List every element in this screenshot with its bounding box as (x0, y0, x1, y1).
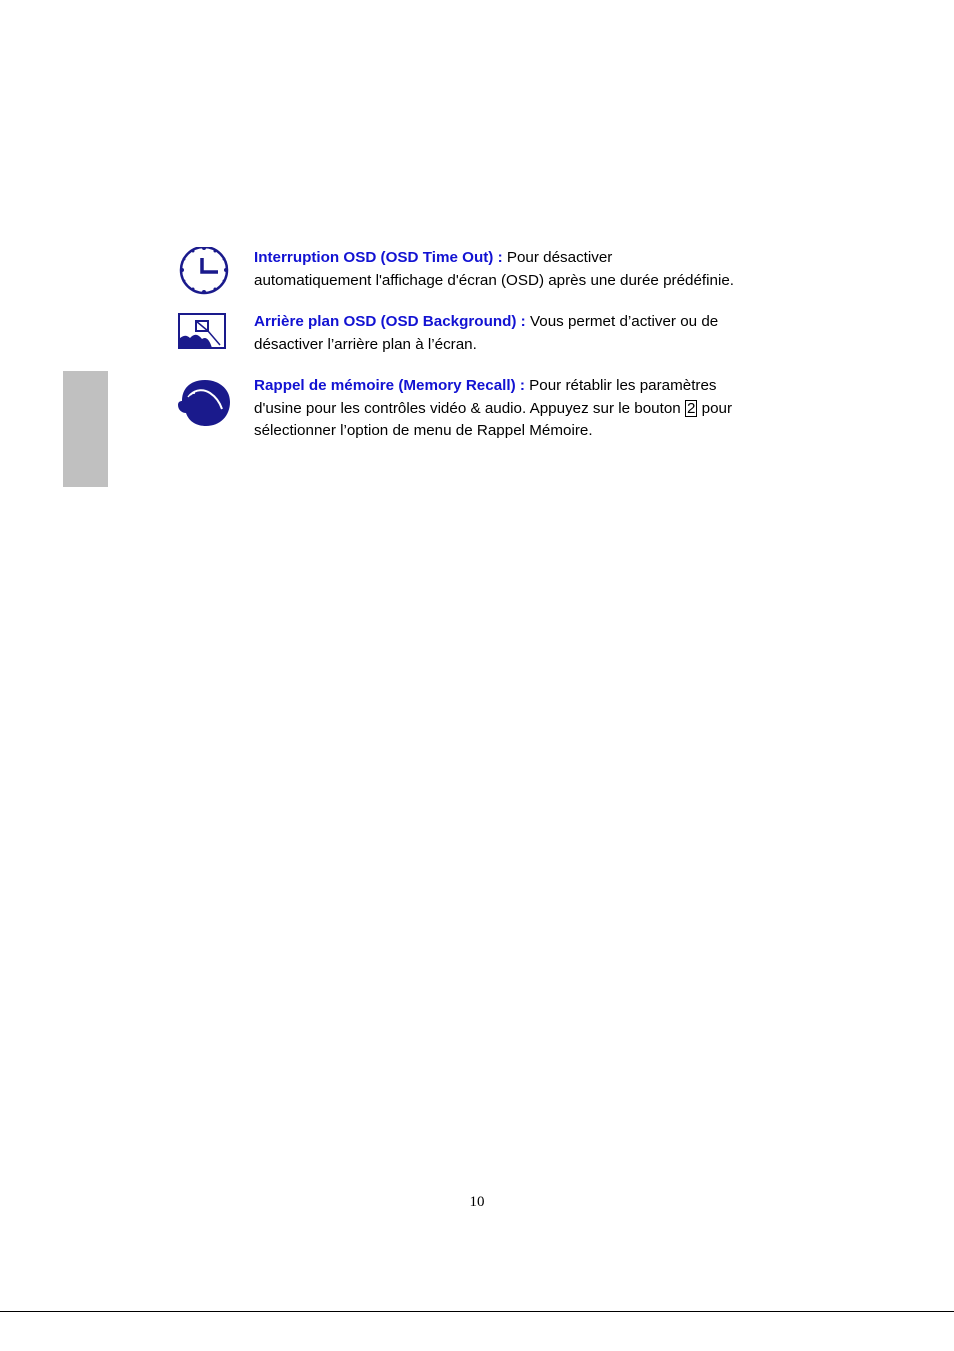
entry-desc-line2: d'usine pour les contrôles vidéo & audio. Appuyez sur le bouton (254, 399, 685, 417)
entry-term: Interruption OSD (OSD Time Out) : (254, 249, 503, 266)
entry-desc-line2: automatiquement l'affichage d'écran (OSD) après une durée prédéfinie. (254, 271, 734, 289)
entry-desc: Vous permet d’activer ou de (525, 313, 719, 330)
memory-recall-icon (176, 375, 234, 427)
entry-term: Arrière plan OSD (OSD Background) : (254, 313, 526, 330)
osd-background-icon (176, 311, 234, 363)
entry-desc-line2-after: pour (697, 399, 733, 417)
entry-desc-line2: désactiver l’arrière plan à l’écran. (254, 335, 477, 353)
entry-desc: Pour désactiver (502, 249, 613, 266)
bottom-divider (0, 1311, 954, 1312)
page-number: 10 (469, 1194, 485, 1210)
entry-text (254, 311, 774, 356)
entry-text (254, 247, 774, 292)
entry-desc-line3: sélectionner l’option de menu de Rappel Mémoire. (254, 422, 593, 439)
button-2-key: 2 (686, 399, 696, 417)
entry-desc: Pour rétablir les paramètres (524, 377, 717, 394)
entry-text (254, 375, 774, 443)
clock-icon (176, 247, 234, 299)
entry-term: Rappel de mémoire (Memory Recall) : (254, 377, 525, 394)
side-tab (63, 371, 108, 487)
